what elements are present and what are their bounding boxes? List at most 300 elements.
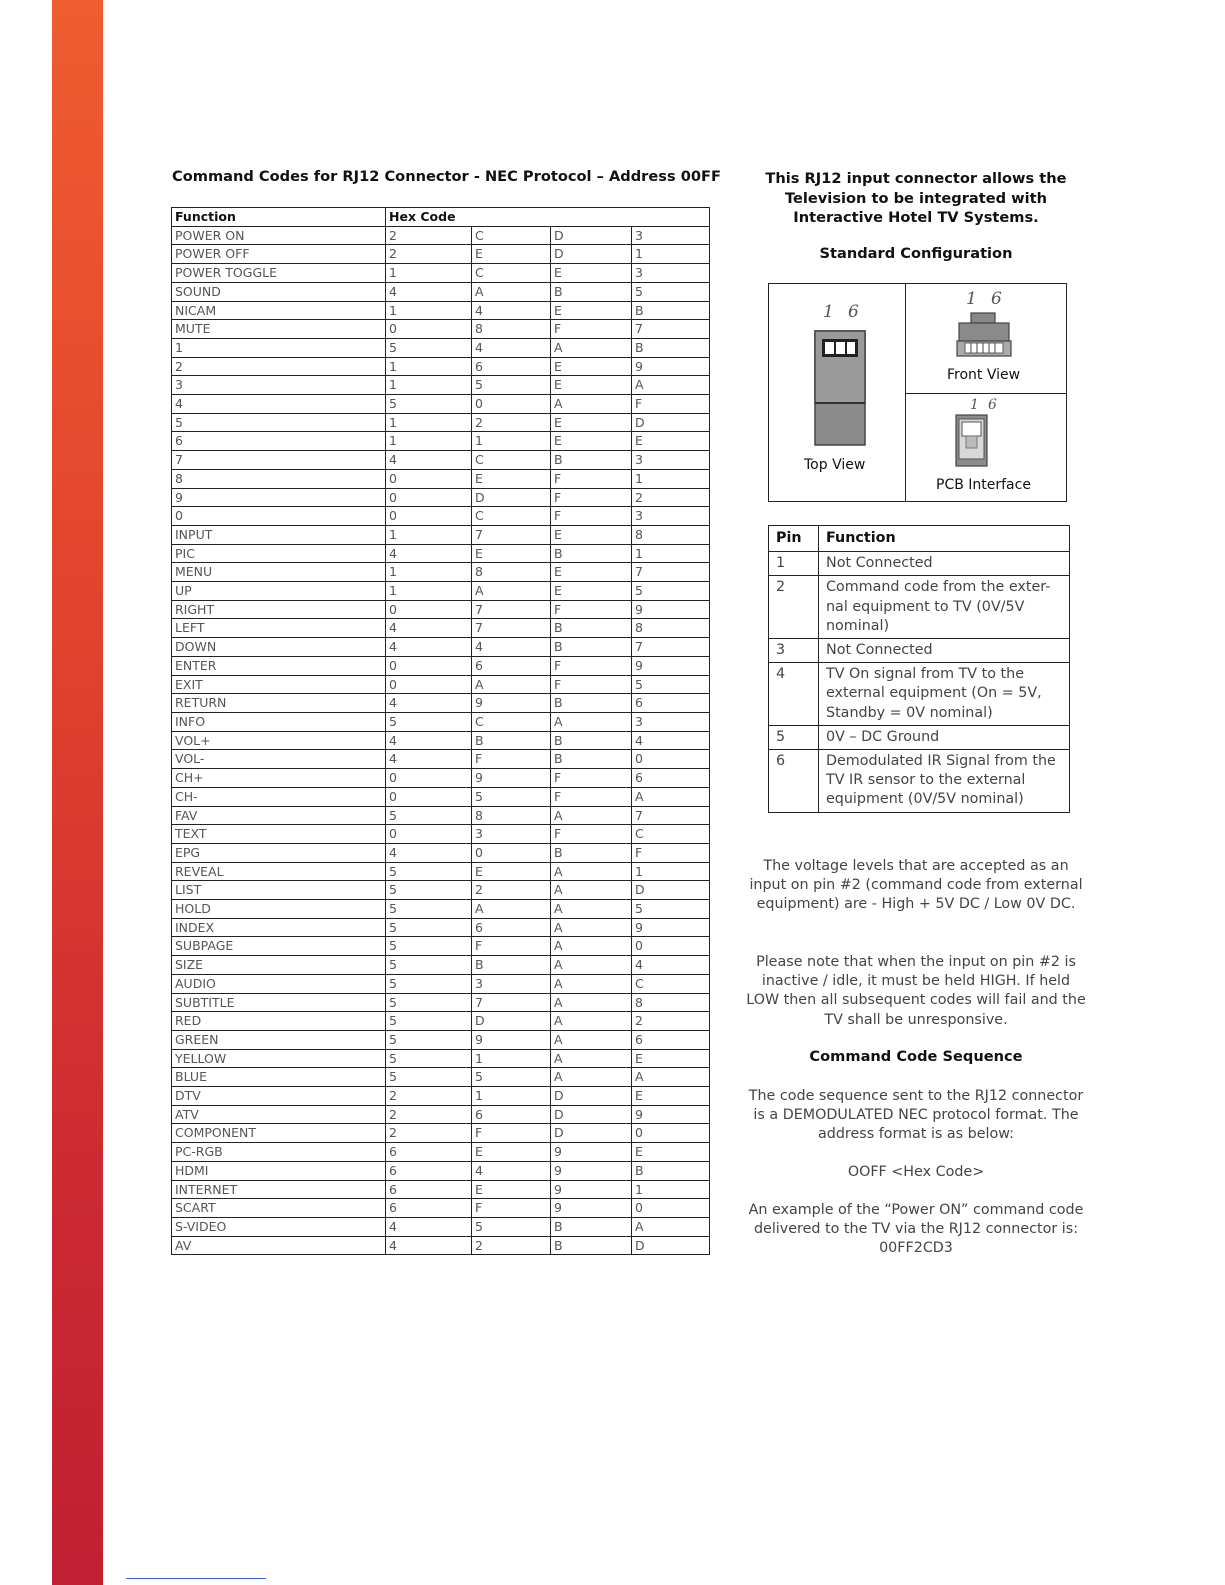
function-cell: S-VIDEO: [172, 1217, 386, 1236]
hex-digit-cell: B: [472, 956, 551, 975]
hex-digit-cell: B: [632, 338, 710, 357]
hex-digit-cell: 1: [472, 1087, 551, 1106]
function-cell: ENTER: [172, 656, 386, 675]
hex-digit-cell: 2: [632, 488, 710, 507]
function-cell: VOL+: [172, 731, 386, 750]
function-cell: SUBPAGE: [172, 937, 386, 956]
hex-digit-cell: 7: [472, 525, 551, 544]
hex-digit-cell: 4: [472, 638, 551, 657]
hex-digit-cell: B: [551, 638, 632, 657]
hex-digit-cell: E: [632, 1049, 710, 1068]
hex-digit-cell: E: [632, 1087, 710, 1106]
hex-digit-cell: 4: [386, 694, 472, 713]
hex-digit-cell: 2: [386, 1124, 472, 1143]
table-row: [172, 432, 710, 451]
header-hex-code: Hex Code: [386, 208, 710, 227]
command-codes-table: [171, 207, 710, 1255]
table-row: [172, 395, 710, 414]
table-row: [172, 451, 710, 470]
hex-digit-cell: 5: [386, 806, 472, 825]
table-row: [172, 1087, 710, 1106]
hex-digit-cell: E: [472, 1143, 551, 1162]
hex-digit-cell: E: [472, 245, 551, 264]
function-cell: HDMI: [172, 1161, 386, 1180]
function-cell: YELLOW: [172, 1049, 386, 1068]
table-row: [172, 1199, 710, 1218]
hex-digit-cell: 5: [386, 1012, 472, 1031]
hex-digit-cell: A: [551, 712, 632, 731]
table-row: [172, 956, 710, 975]
hex-digit-cell: B: [551, 1217, 632, 1236]
function-cell: INTERNET: [172, 1180, 386, 1199]
hex-digit-cell: A: [551, 395, 632, 414]
hex-digit-cell: 0: [472, 395, 551, 414]
hex-digit-cell: 9: [632, 918, 710, 937]
function-cell: BLUE: [172, 1068, 386, 1087]
pin-function-cell: TV On signal from TV to the external equipment (On = 5V, Standby = 0V nominal): [819, 663, 1070, 726]
table-row: [172, 993, 710, 1012]
function-cell: RIGHT: [172, 600, 386, 619]
pin-function-table: [768, 525, 1070, 813]
hex-digit-cell: 6: [386, 1161, 472, 1180]
table-row: [172, 1161, 710, 1180]
function-cell: 7: [172, 451, 386, 470]
function-cell: 0: [172, 507, 386, 526]
hex-digit-cell: 5: [386, 900, 472, 919]
intro-text: This RJ12 input connector allows the Television to be integrated with Interactive Hotel TV Systems.: [765, 170, 1067, 226]
table-row: [172, 1124, 710, 1143]
hex-digit-cell: A: [551, 881, 632, 900]
pin-number-cell: 2: [769, 576, 819, 639]
hex-digit-cell: A: [551, 974, 632, 993]
hex-digit-cell: 1: [386, 563, 472, 582]
function-cell: INDEX: [172, 918, 386, 937]
hex-digit-cell: D: [632, 1236, 710, 1255]
hex-digit-cell: E: [632, 1143, 710, 1162]
hex-digit-cell: 1: [632, 469, 710, 488]
hex-digit-cell: 4: [386, 750, 472, 769]
pcb-interface-label: PCB Interface: [936, 477, 1031, 493]
function-cell: MENU: [172, 563, 386, 582]
function-cell: 8: [172, 469, 386, 488]
top-view-label: Top View: [804, 457, 866, 473]
top-view-pin-6: 6: [848, 302, 859, 322]
pcb-pin-1: 1: [970, 397, 979, 413]
hex-digit-cell: F: [551, 675, 632, 694]
table-row: [172, 1143, 710, 1162]
hex-digit-cell: 5: [386, 993, 472, 1012]
hex-digit-cell: E: [472, 862, 551, 881]
command-table-header: [172, 208, 710, 227]
hex-digit-cell: 6: [386, 1199, 472, 1218]
pcb-pin-6: 6: [988, 397, 997, 413]
hex-digit-cell: F: [551, 656, 632, 675]
hex-digit-cell: 6: [632, 694, 710, 713]
hex-digit-cell: 7: [632, 806, 710, 825]
hex-digit-cell: 2: [386, 245, 472, 264]
hex-digit-cell: C: [632, 825, 710, 844]
hex-digit-cell: 9: [472, 1030, 551, 1049]
table-row: [172, 357, 710, 376]
hex-digit-cell: 6: [472, 1105, 551, 1124]
hex-digit-cell: E: [632, 432, 710, 451]
voltage-note: The voltage levels that are accepted as an input on pin #2 (command code from external equipment) are - High + 5V DC / Low 0V DC.: [749, 858, 1083, 913]
function-cell: LIST: [172, 881, 386, 900]
pin-number-cell: 4: [769, 663, 819, 726]
hex-digit-cell: E: [551, 301, 632, 320]
hex-digit-cell: 5: [386, 956, 472, 975]
hex-digit-cell: 4: [386, 1236, 472, 1255]
hex-digit-cell: 2: [386, 1105, 472, 1124]
table-row: [172, 600, 710, 619]
hex-digit-cell: 7: [632, 563, 710, 582]
hex-digit-cell: 2: [472, 1236, 551, 1255]
hex-digit-cell: B: [551, 451, 632, 470]
hex-digit-cell: 9: [632, 357, 710, 376]
table-row: [172, 1217, 710, 1236]
hex-digit-cell: 9: [551, 1199, 632, 1218]
hex-digit-cell: E: [551, 563, 632, 582]
top-view-connector-icon: [813, 329, 869, 449]
hex-digit-cell: A: [472, 582, 551, 601]
pin-number-cell: 6: [769, 750, 819, 813]
hex-digit-cell: 6: [386, 1180, 472, 1199]
pin-number-cell: 5: [769, 725, 819, 749]
top-view-pin-1: 1: [823, 302, 834, 322]
hex-digit-cell: 8: [632, 619, 710, 638]
hex-digit-cell: 5: [632, 582, 710, 601]
hex-digit-cell: F: [472, 937, 551, 956]
function-cell: HOLD: [172, 900, 386, 919]
hex-digit-cell: 1: [386, 357, 472, 376]
hex-digit-cell: 0: [632, 1124, 710, 1143]
function-cell: SIZE: [172, 956, 386, 975]
hex-digit-cell: E: [551, 264, 632, 283]
hex-digit-cell: F: [472, 750, 551, 769]
hex-digit-cell: C: [472, 226, 551, 245]
hex-digit-cell: A: [551, 1049, 632, 1068]
hex-digit-cell: A: [632, 1217, 710, 1236]
pin-row: [769, 750, 1070, 813]
function-cell: 1: [172, 338, 386, 357]
hex-digit-cell: F: [551, 825, 632, 844]
table-row: [172, 712, 710, 731]
function-cell: 5: [172, 413, 386, 432]
hex-digit-cell: E: [551, 525, 632, 544]
command-code-sequence-heading: Command Code Sequence: [809, 1048, 1023, 1065]
table-row: [172, 656, 710, 675]
hex-digit-cell: 4: [386, 619, 472, 638]
hex-digit-cell: 9: [472, 769, 551, 788]
hex-digit-cell: 0: [386, 769, 472, 788]
hex-digit-cell: 9: [551, 1161, 632, 1180]
function-cell: CH-: [172, 787, 386, 806]
table-row: [172, 1068, 710, 1087]
function-cell: RETURN: [172, 694, 386, 713]
hex-digit-cell: C: [472, 264, 551, 283]
hex-digit-cell: B: [551, 1236, 632, 1255]
table-row: [172, 338, 710, 357]
hex-digit-cell: 4: [386, 731, 472, 750]
hex-digit-cell: 0: [386, 469, 472, 488]
function-cell: EXIT: [172, 675, 386, 694]
table-row: [172, 264, 710, 283]
hex-digit-cell: 4: [472, 1161, 551, 1180]
hex-digit-cell: 6: [386, 1143, 472, 1162]
hex-digit-cell: 6: [472, 357, 551, 376]
table-row: [172, 862, 710, 881]
hex-digit-cell: 1: [632, 862, 710, 881]
hex-digit-cell: E: [551, 432, 632, 451]
hex-digit-cell: 0: [632, 1199, 710, 1218]
hex-digit-cell: 9: [551, 1180, 632, 1199]
hex-digit-cell: 1: [632, 1180, 710, 1199]
table-row: [172, 806, 710, 825]
pin-function-cell: Not Connected: [819, 552, 1070, 576]
table-row: [172, 1049, 710, 1068]
hex-digit-cell: E: [551, 357, 632, 376]
table-row: [172, 731, 710, 750]
table-row: [172, 488, 710, 507]
address-format: OOFF <Hex Code>: [847, 1164, 985, 1180]
front-view-label: Front View: [947, 367, 1021, 383]
header-pin: Pin: [769, 526, 819, 552]
hex-digit-cell: 2: [472, 413, 551, 432]
function-cell: MUTE: [172, 320, 386, 339]
hex-digit-cell: D: [472, 488, 551, 507]
function-cell: DOWN: [172, 638, 386, 657]
hex-digit-cell: E: [472, 469, 551, 488]
side-accent-bar: [52, 0, 103, 1585]
table-row: [172, 507, 710, 526]
table-row: [172, 937, 710, 956]
hex-digit-cell: 2: [472, 881, 551, 900]
hex-digit-cell: E: [551, 413, 632, 432]
hex-digit-cell: B: [632, 1161, 710, 1180]
function-cell: COMPONENT: [172, 1124, 386, 1143]
hex-digit-cell: 4: [386, 1217, 472, 1236]
function-cell: NICAM: [172, 301, 386, 320]
hex-digit-cell: 3: [472, 825, 551, 844]
function-cell: EPG: [172, 843, 386, 862]
table-row: [172, 1030, 710, 1049]
hex-digit-cell: 5: [632, 900, 710, 919]
hex-digit-cell: 7: [632, 638, 710, 657]
hex-digit-cell: 5: [632, 675, 710, 694]
hex-digit-cell: 0: [472, 843, 551, 862]
hex-digit-cell: 5: [386, 937, 472, 956]
function-cell: POWER ON: [172, 226, 386, 245]
function-cell: PIC: [172, 544, 386, 563]
hex-digit-cell: F: [632, 843, 710, 862]
hex-digit-cell: 1: [632, 544, 710, 563]
hex-digit-cell: 1: [472, 432, 551, 451]
table-row: [172, 469, 710, 488]
hex-digit-cell: 8: [632, 993, 710, 1012]
hex-digit-cell: 1: [386, 413, 472, 432]
hex-digit-cell: A: [551, 806, 632, 825]
hex-digit-cell: A: [551, 1068, 632, 1087]
hex-digit-cell: 5: [472, 376, 551, 395]
function-cell: 3: [172, 376, 386, 395]
hex-digit-cell: 8: [472, 320, 551, 339]
function-cell: SCART: [172, 1199, 386, 1218]
hex-digit-cell: A: [551, 937, 632, 956]
hex-digit-cell: 6: [472, 918, 551, 937]
hex-digit-cell: 5: [386, 881, 472, 900]
hex-digit-cell: 4: [472, 301, 551, 320]
hex-digit-cell: F: [551, 507, 632, 526]
hex-digit-cell: B: [472, 731, 551, 750]
function-cell: PC-RGB: [172, 1143, 386, 1162]
hex-digit-cell: F: [632, 395, 710, 414]
hex-digit-cell: F: [472, 1124, 551, 1143]
table-row: [172, 582, 710, 601]
hex-digit-cell: B: [551, 619, 632, 638]
hex-digit-cell: 4: [386, 282, 472, 301]
hex-digit-cell: 3: [472, 974, 551, 993]
table-row: [172, 769, 710, 788]
hex-digit-cell: D: [551, 1087, 632, 1106]
table-row: [172, 1236, 710, 1255]
hex-digit-cell: 6: [632, 1030, 710, 1049]
power-on-example: An example of the “Power ON” command code delivered to the TV via the RJ12 connector is: 00FF2CD3: [748, 1202, 1084, 1257]
hex-digit-cell: F: [551, 469, 632, 488]
pin-row: [769, 663, 1070, 726]
hex-digit-cell: 4: [386, 843, 472, 862]
function-cell: 4: [172, 395, 386, 414]
hex-digit-cell: 5: [472, 1217, 551, 1236]
function-cell: POWER TOGGLE: [172, 264, 386, 283]
hex-digit-cell: 4: [472, 338, 551, 357]
hex-digit-cell: 5: [386, 1030, 472, 1049]
table-row: [172, 619, 710, 638]
hex-digit-cell: A: [472, 282, 551, 301]
hex-digit-cell: B: [551, 843, 632, 862]
table-row: [172, 376, 710, 395]
hex-digit-cell: 5: [386, 338, 472, 357]
hex-digit-cell: D: [551, 1124, 632, 1143]
table-row: [172, 525, 710, 544]
hex-digit-cell: 7: [472, 600, 551, 619]
hex-digit-cell: A: [472, 900, 551, 919]
hex-digit-cell: 5: [386, 712, 472, 731]
pin-row: [769, 639, 1070, 663]
hex-digit-cell: C: [472, 507, 551, 526]
function-cell: REVEAL: [172, 862, 386, 881]
hex-digit-cell: F: [472, 1199, 551, 1218]
hex-digit-cell: 0: [386, 787, 472, 806]
table-row: [172, 563, 710, 582]
hex-digit-cell: 0: [386, 825, 472, 844]
hex-digit-cell: 5: [632, 282, 710, 301]
hex-digit-cell: B: [551, 544, 632, 563]
hex-digit-cell: 8: [632, 525, 710, 544]
hex-digit-cell: 0: [386, 320, 472, 339]
hex-digit-cell: 5: [386, 918, 472, 937]
hex-digit-cell: B: [632, 301, 710, 320]
hex-digit-cell: 5: [386, 862, 472, 881]
table-row: [172, 245, 710, 264]
hex-digit-cell: D: [632, 413, 710, 432]
hex-digit-cell: 9: [472, 694, 551, 713]
hex-digit-cell: 4: [386, 638, 472, 657]
table-row: [172, 825, 710, 844]
table-row: [172, 843, 710, 862]
function-cell: GREEN: [172, 1030, 386, 1049]
hex-digit-cell: 0: [632, 937, 710, 956]
hex-digit-cell: A: [551, 918, 632, 937]
hex-digit-cell: 3: [632, 451, 710, 470]
command-table-title: Command Codes for RJ12 Connector - NEC Protocol – Address 00FF: [172, 168, 721, 185]
hex-digit-cell: D: [472, 1012, 551, 1031]
table-row: [172, 413, 710, 432]
table-row: [172, 900, 710, 919]
front-view-connector-icon: [955, 312, 1015, 360]
hex-digit-cell: E: [551, 376, 632, 395]
table-row: [172, 1012, 710, 1031]
table-row: [172, 881, 710, 900]
table-row: [172, 638, 710, 657]
hex-digit-cell: E: [472, 544, 551, 563]
hex-digit-cell: 1: [386, 432, 472, 451]
hex-digit-cell: 3: [632, 264, 710, 283]
pin-function-cell: Command code from the exter-nal equipment to TV (0V/5V nominal): [819, 576, 1070, 639]
pin-number-cell: 1: [769, 552, 819, 576]
hex-digit-cell: E: [472, 1180, 551, 1199]
pin-table-header: [769, 526, 1070, 552]
function-cell: AV: [172, 1236, 386, 1255]
hex-digit-cell: 7: [472, 993, 551, 1012]
hex-digit-cell: 4: [632, 956, 710, 975]
hex-digit-cell: 7: [472, 619, 551, 638]
hex-digit-cell: A: [632, 787, 710, 806]
hex-digit-cell: F: [551, 320, 632, 339]
function-cell: FAV: [172, 806, 386, 825]
hex-digit-cell: 2: [632, 1012, 710, 1031]
table-row: [172, 544, 710, 563]
table-row: [172, 320, 710, 339]
hex-digit-cell: A: [551, 993, 632, 1012]
table-row: [172, 282, 710, 301]
table-row: [172, 750, 710, 769]
pcb-interface-icon: [955, 414, 989, 470]
function-cell: LEFT: [172, 619, 386, 638]
hex-digit-cell: 1: [472, 1049, 551, 1068]
function-cell: UP: [172, 582, 386, 601]
front-view-pin-1: 1: [966, 289, 977, 309]
pin-function-cell: Not Connected: [819, 639, 1070, 663]
hex-digit-cell: 8: [472, 806, 551, 825]
hex-digit-cell: A: [551, 1030, 632, 1049]
hex-digit-cell: 5: [386, 974, 472, 993]
front-view-pin-6: 6: [991, 289, 1002, 309]
hex-digit-cell: 4: [632, 731, 710, 750]
hex-digit-cell: A: [472, 675, 551, 694]
function-cell: VOL-: [172, 750, 386, 769]
table-row: [172, 918, 710, 937]
footer-link-underline[interactable]: [126, 1578, 266, 1579]
function-cell: INFO: [172, 712, 386, 731]
table-row: [172, 1105, 710, 1124]
table-row: [172, 301, 710, 320]
hex-digit-cell: C: [472, 712, 551, 731]
standard-configuration-heading: Standard Configuration: [819, 245, 1013, 262]
hex-digit-cell: 4: [386, 451, 472, 470]
function-cell: 9: [172, 488, 386, 507]
hex-digit-cell: 7: [632, 320, 710, 339]
hex-digit-cell: F: [551, 769, 632, 788]
